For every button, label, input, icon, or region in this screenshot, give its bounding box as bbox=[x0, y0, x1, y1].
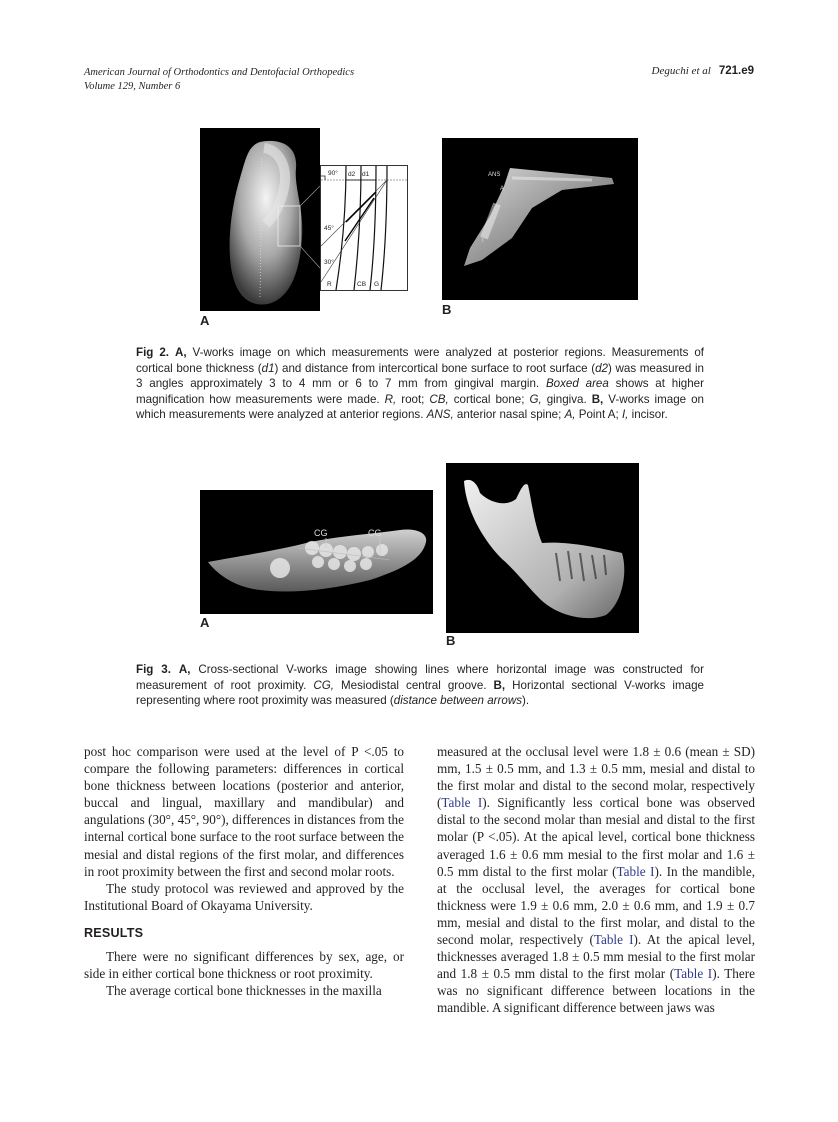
caption-term: G, bbox=[529, 392, 542, 406]
caption-term: d1 bbox=[261, 361, 275, 375]
caption-text: incisor. bbox=[628, 408, 668, 422]
caption-text: V-works image on which measurements were analyzed at anterior regions. bbox=[136, 392, 704, 422]
fig2-panel-b-label: B bbox=[442, 302, 452, 317]
caption-text: gingiva. bbox=[541, 392, 592, 406]
text-run: ). In the mandible, at the occlusal level, the averages for cortical bone thickness were 1.9 ± 0.6 mm, 2.0 ± 0.6 mm, and 1.9 ± 0.7 mm, mesial and distal to the first molar, and distal to the second molar, respectively ( bbox=[437, 863, 755, 948]
mandible-horizontal-image bbox=[446, 463, 639, 633]
fig3-caption-label: Fig 3. bbox=[136, 663, 171, 676]
fig3-panel-b-image bbox=[446, 463, 639, 633]
mandible-cross-section-image bbox=[200, 490, 433, 614]
paragraph: The study protocol was reviewed and approved by the Institutional Board of Okayama University. bbox=[84, 880, 404, 913]
gingiva-label: G bbox=[374, 281, 380, 288]
journal-volume: Volume 129, Number 6 bbox=[84, 81, 181, 92]
caption-term: CG, bbox=[313, 678, 334, 692]
fig2-panel-a-image bbox=[200, 128, 320, 311]
fig2-panel-b-image bbox=[442, 138, 638, 300]
angle-30-label: 30° bbox=[324, 259, 334, 266]
caption-text: Horizontal sectional V-works image representing where root proximity was measured ( bbox=[136, 678, 704, 708]
body-right-column bbox=[437, 743, 755, 1017]
caption-text: anterior nasal spine; bbox=[453, 408, 565, 422]
table-i-link[interactable]: Table I bbox=[441, 795, 483, 811]
text-run: measured at the occlusal level were 1.8 ± 0.6 (mean ± SD) mm, 1.5 ± 0.5 mm, and 1.3 ± 0.5 mm, mesial and distal to the first molar and distal to the second molar, respectively ( bbox=[437, 744, 755, 811]
fig2-caption bbox=[136, 345, 704, 423]
paragraph bbox=[437, 743, 755, 1017]
angle-90-label: 90° bbox=[328, 170, 338, 177]
paragraph: post hoc comparison were used at the level of P <.05 to compare the following parameters: differences in cortical bone thickness between locations (posterior and anterior, buccal and lingual, maxillary and mandibular) and angulations (30°, 45°, 90°), differences in distances from the internal cortical bone surface to the root surface between the mesial and distal regions of the first molar, and differences in root proximity between the first and second molar roots. bbox=[84, 744, 404, 879]
caption-text: ) was measured in 3 angles approximately 3 to 4 mm or 6 to 7 mm from gingival margin. bbox=[136, 361, 704, 391]
caption-term: d2 bbox=[595, 361, 609, 375]
caption-text: ). bbox=[522, 694, 530, 708]
text-run: ). There was no significant difference between locations in the mandible. A significant difference between jaws was bbox=[437, 966, 755, 1016]
body-left-column bbox=[84, 743, 404, 999]
running-head-left bbox=[84, 66, 354, 94]
caption-term: Boxed area bbox=[545, 377, 609, 391]
root-label: R bbox=[327, 281, 332, 288]
caption-panel-b: B, bbox=[493, 678, 506, 692]
caption-text: Cross-sectional V-works image showing lines where horizontal image was constructed for measurement of root proximity. bbox=[136, 663, 704, 692]
d1-label: d1 bbox=[362, 171, 370, 178]
cortical-bone-label: CB bbox=[357, 281, 367, 288]
fig3-panel-a-image bbox=[200, 490, 433, 614]
ans-label: ANS bbox=[488, 172, 501, 178]
journal-title: American Journal of Orthodontics and Dentofacial Orthopedics bbox=[84, 67, 355, 78]
cg-label-2: CG bbox=[368, 528, 382, 538]
point-a-label: A bbox=[500, 186, 505, 192]
caption-panel-a: A, bbox=[174, 346, 187, 359]
text-run: ). At the apical level, thicknesses averaged 1.8 ± 0.5 mm mesial to the first molar and 1.8 ± 0.5 mm distal to the first molar ( bbox=[437, 932, 755, 982]
caption-panel-a: A, bbox=[178, 663, 191, 676]
fig2-panel-a-label: A bbox=[200, 313, 210, 328]
caption-text: V-works image on which measurements were analyzed at posterior regions. Measurements of cortical bone thickness ( bbox=[136, 346, 704, 375]
caption-term: CB, bbox=[429, 392, 449, 406]
fig2-caption-label: Fig 2. bbox=[136, 346, 170, 359]
caption-text: ) and distance from intercortical bone surface to root surface ( bbox=[274, 361, 596, 375]
caption-term: I, bbox=[621, 408, 629, 422]
table-i-link[interactable]: Table I bbox=[616, 863, 655, 879]
caption-text: Mesiodistal central groove. bbox=[333, 678, 494, 692]
text-run: ). Significantly less cortical bone was observed distal to the second molar than mesial and distal to the first molar (P <.05). At the apical level, cortical bone thickness averaged 1.6 ± 0.6 mm mesial to the first molar and 1.6 ± 0.5 mm distal to the first molar ( bbox=[437, 795, 755, 879]
cg-label-1: CG bbox=[314, 528, 328, 538]
caption-text: shows at higher magnification how measurements were made. bbox=[136, 377, 704, 406]
caption-panel-b: B, bbox=[591, 392, 604, 406]
caption-text: root; bbox=[396, 392, 430, 406]
incisor-label: I bbox=[482, 238, 484, 244]
caption-term: ANS, bbox=[426, 408, 454, 422]
paragraph: The average cortical bone thicknesses in the maxilla bbox=[106, 983, 382, 999]
fig3-caption bbox=[136, 662, 704, 709]
running-head-right bbox=[652, 65, 754, 77]
caption-term: A, bbox=[564, 408, 576, 422]
section-heading-results: RESULTS bbox=[84, 925, 144, 940]
fig2-measurement-diagram bbox=[320, 165, 408, 291]
fig3-panel-b-label: B bbox=[446, 633, 456, 648]
author-line: Deguchi et al bbox=[651, 65, 711, 77]
d2-label: d2 bbox=[348, 171, 356, 178]
paragraph: There were no significant differences by sex, age, or side in either cortical bone thickness or root proximity. bbox=[84, 949, 404, 982]
caption-text: cortical bone; bbox=[448, 392, 530, 406]
caption-term: distance between arrows bbox=[393, 694, 522, 708]
angle-45-label: 45° bbox=[324, 225, 334, 232]
tooth-cross-section-image bbox=[200, 128, 320, 311]
page-number: 721.e9 bbox=[718, 65, 754, 77]
fig3-panel-a-label: A bbox=[200, 615, 210, 630]
table-i-link[interactable]: Table I bbox=[593, 932, 634, 948]
caption-text: Point A; bbox=[575, 408, 622, 422]
table-i-link[interactable]: Table I bbox=[674, 966, 713, 982]
anterior-region-image bbox=[442, 138, 638, 300]
caption-term: R, bbox=[384, 392, 397, 406]
